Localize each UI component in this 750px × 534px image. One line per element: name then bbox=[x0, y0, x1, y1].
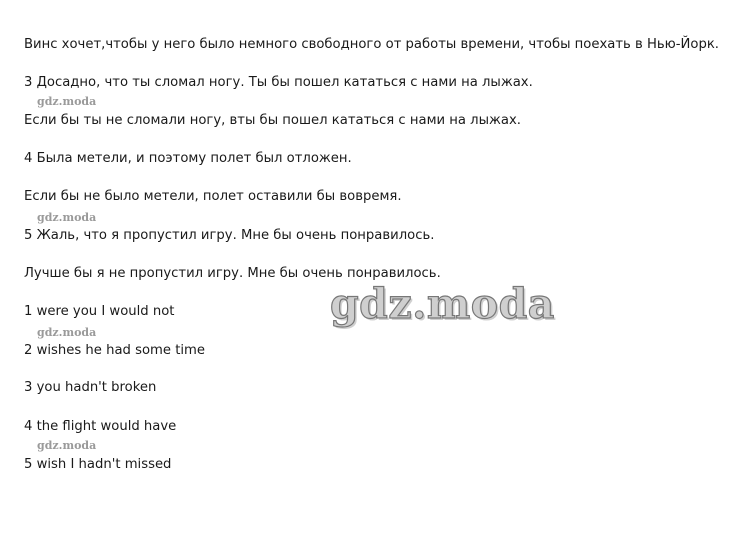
text-line-4-original: 4 Была метели, и поэтому полет был отложен. bbox=[24, 151, 352, 166]
watermark-small: gdz.moda bbox=[37, 326, 97, 339]
watermark-small: gdz.moda bbox=[37, 439, 97, 452]
text-line-5-original: 5 Жаль, что я пропустил игру. Мне бы очень понравилось. bbox=[24, 228, 435, 243]
text-line-intro: Винс хочет,чтобы у него было немного свободного от работы времени, чтобы поехать в Нью-Йорк. bbox=[24, 37, 719, 52]
text-line-4-rewrite: Если бы не было метели, полет оставили бы вовремя. bbox=[24, 189, 402, 204]
answer-line-1: 1 were you I would not bbox=[24, 304, 175, 319]
watermark-large: gdz.moda bbox=[330, 280, 555, 328]
watermark-small: gdz.moda bbox=[37, 211, 97, 224]
text-line-5-rewrite: Лучше бы я не пропустил игру. Мне бы очень понравилось. bbox=[24, 266, 441, 281]
answer-line-4: 4 the flight would have bbox=[24, 419, 177, 434]
watermark-small: gdz.moda bbox=[37, 95, 97, 108]
answer-line-5: 5 wish I hadn't missed bbox=[24, 457, 172, 472]
text-line-3-rewrite: Если бы ты не сломали ногу, вты бы пошел кататься с нами на лыжах. bbox=[24, 113, 521, 128]
text-line-3-original: 3 Досадно, что ты сломал ногу. Ты бы пошел кататься с нами на лыжах. bbox=[24, 75, 533, 90]
answer-line-2: 2 wishes he had some time bbox=[24, 343, 205, 358]
answer-line-3: 3 you hadn't broken bbox=[24, 380, 157, 395]
